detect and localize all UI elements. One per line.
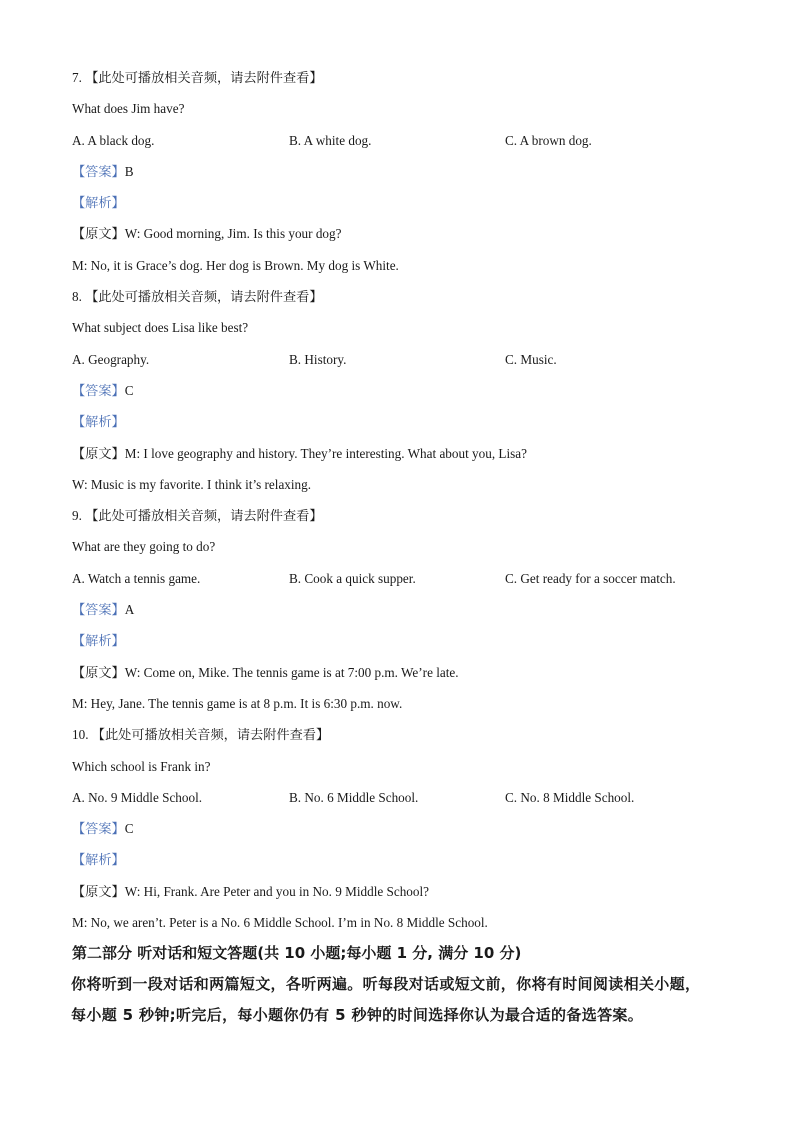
transcript-text: M: No, we aren’t. Peter is a No. 6 Middle School. I’m in No. 8 Middle School. [72, 915, 488, 931]
choice-b: B. No. 6 Middle School. [289, 789, 419, 805]
transcript-text: W: Come on, Mike. The tennis game is at 7:00 p.m. We’re late. [124, 664, 459, 680]
answer-tag: 【答案】 [72, 602, 125, 618]
question-block [72, 719, 732, 938]
choice-a: A. Watch a tennis game. [72, 570, 201, 586]
answer-value: C [124, 382, 134, 398]
choice-b: B. Cook a quick supper. [289, 570, 416, 586]
choice-c: C. No. 8 Middle School. [505, 789, 635, 805]
answer-line [72, 375, 732, 406]
transcript-text: M: I love geography and history. They’re interesting. What about you, Lisa? [124, 445, 527, 461]
answer-tag: 【答案】 [72, 382, 125, 398]
section-title: 第二部分 听对话和短文答题(共 10 小题;每小题 1 分, 满分 10 分) [72, 944, 522, 963]
answer-value: A [124, 602, 135, 618]
original-line [72, 218, 732, 249]
original-line [72, 438, 732, 469]
answer-value: C [124, 821, 134, 837]
analysis-tag: 【解析】 [72, 414, 125, 430]
analysis-tag: 【解析】 [72, 195, 125, 211]
answer-tag: 【答案】 [72, 821, 125, 837]
question-header[interactable]: 10. 【此处可播放相关音频，请去附件查看】 [72, 727, 330, 743]
question-header[interactable]: 8. 【此处可播放相关音频，请去附件查看】 [72, 289, 323, 305]
question-header[interactable]: 9. 【此处可播放相关音频，请去附件查看】 [72, 508, 323, 524]
answer-value: B [124, 163, 134, 179]
transcript-text: W: Hi, Frank. Are Peter and you in No. 9 Middle School? [124, 883, 429, 899]
question-block [72, 62, 732, 281]
analysis-tag: 【解析】 [72, 633, 125, 649]
original-line [72, 876, 732, 907]
choice-b: B. History. [289, 351, 347, 367]
analysis-tag: 【解析】 [72, 852, 125, 868]
choice-c: C. A brown dog. [505, 132, 592, 148]
question-header[interactable]: 7. 【此处可播放相关音频，请去附件查看】 [72, 70, 323, 85]
exam-page [72, 62, 732, 1031]
choice-b: B. A white dog. [289, 132, 372, 148]
question-text: What does Jim have? [72, 101, 185, 117]
answer-line [72, 813, 732, 844]
question-block [72, 281, 732, 500]
original-tag: 【原文】 [72, 445, 125, 461]
choice-a: A. A black dog. [72, 132, 155, 148]
section-instruction: 每小题 5 秒钟;听完后，每小题你仍有 5 秒钟的时间选择你认为最合适的备选答案。 [71, 1006, 644, 1025]
choice-a: A. Geography. [72, 351, 150, 367]
choice-c: C. Get ready for a soccer match. [505, 570, 676, 586]
transcript-text: M: No, it is Grace’s dog. Her dog is Brown. My dog is White. [72, 257, 399, 273]
choice-row [72, 344, 732, 375]
original-tag: 【原文】 [72, 664, 125, 680]
question-text: What are they going to do? [72, 539, 216, 555]
original-line [72, 657, 732, 688]
transcript-text: M: Hey, Jane. The tennis game is at 8 p.m. It is 6:30 p.m. now. [72, 695, 403, 711]
choice-a: A. No. 9 Middle School. [72, 789, 203, 805]
section-instruction: 你将听到一段对话和两篇短文，各听两遍。听每段对话或短文前，你将有时间阅读相关小题， [71, 975, 701, 994]
answer-line [72, 594, 732, 625]
question-text: What subject does Lisa like best? [72, 320, 249, 336]
answer-line [72, 156, 732, 187]
original-tag: 【原文】 [72, 226, 125, 242]
choice-row [72, 125, 732, 156]
original-tag: 【原文】 [72, 883, 125, 899]
choice-row [72, 563, 732, 594]
transcript-text: W: Good morning, Jim. Is this your dog? [124, 226, 342, 242]
question-text: Which school is Frank in? [72, 758, 211, 774]
choice-row [72, 782, 732, 813]
section-block [72, 938, 732, 1031]
transcript-text: W: Music is my favorite. I think it’s relaxing. [72, 476, 312, 492]
answer-tag: 【答案】 [72, 163, 125, 179]
choice-c: C. Music. [505, 351, 557, 367]
question-block [72, 500, 732, 719]
